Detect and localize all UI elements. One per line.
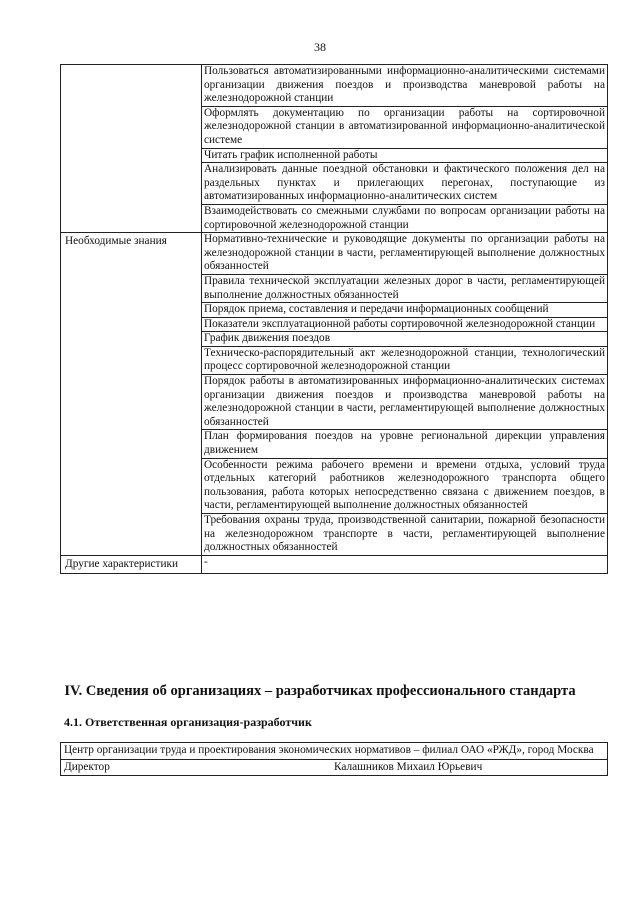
section-heading: IV. Сведения об организациях – разработчиках профессионального стандарта [64,683,576,699]
organization-table [60,742,608,776]
knowledge-item: Правила технической эксплуатации железных дорог в части, регламентирующей выполнение должностных обязанностей [202,274,608,302]
table-row [61,555,608,574]
empty-label-cell [61,65,202,233]
knowledge-item: Техническо-распорядительный акт железнодорожной станции, технологический процесс сортировочной железнодорожной станции [202,346,608,374]
skill-item: Оформлять документацию по организации работы на сортировочной железнодорожной станции в автоматизированной информационно-аналитической системе [202,106,608,148]
table-row [61,743,608,760]
page-number: 38 [314,40,326,54]
section-subheading: 4.1. Ответственная организация-разработчик [64,715,312,729]
table-row [61,759,608,776]
knowledge-item: Нормативно-технические и руководящие документы по организации работы на железнодорожной станции в части, регламентирующей выполнение должностных обязанностей [202,233,608,275]
signatory-name: Калашников Михаил Юрьевич [334,760,483,773]
knowledge-item: Показатели эксплуатационной работы сортировочной железнодорожной станции [202,317,608,332]
knowledge-item: График движения поездов [202,332,608,347]
signatory-cell [61,759,608,776]
skill-item: Взаимодействовать со смежными службами по вопросам организации работы на сортировочной железнодорожной станции [202,204,608,232]
knowledge-item: Порядок работы в автоматизированных информационно-аналитических системах организации движения поездов и производства маневровой работы на железнодорожной станции в части, регламентирующей выполнение должностных обязанностей [202,375,608,430]
other-characteristics-label: Другие характеристики [61,555,202,574]
skill-item: Пользоваться автоматизированными информационно-аналитическими системами организации движения поездов и производства маневровой работы на железнодорожной станции [202,65,608,107]
table-row [61,233,608,275]
table-row [61,65,608,107]
knowledge-label: Необходимые знания [61,233,202,556]
knowledge-item: Порядок приема, составления и передачи информационных сообщений [202,303,608,318]
organization-name: Центр организации труда и проектирования экономических нормативов – филиал ОАО «РЖД», город Москва [61,743,608,760]
knowledge-item: Особенности режима рабочего времени и времени отдыха, условий труда отдельных категорий работников железнодорожного транспорта общего пользования, работа которых непосредственно связана с движением поездов, в части, регламентирующей выполнение должностных обязанностей [202,458,608,513]
knowledge-item: План формирования поездов на уровне региональной дирекции управления движением [202,430,608,458]
other-characteristics-value: - [202,555,608,574]
knowledge-item: Требования охраны труда, производственной санитарии, пожарной безопасности на железнодорожном транспорте в части, регламентирующей выполнение должностных обязанностей [202,514,608,556]
signatory-role: Директор [64,760,110,773]
skill-item: Читать график исполненной работы [202,148,608,163]
competency-table [60,64,608,574]
skill-item: Анализировать данные поездной обстановки и фактического положения дел на раздельных пунктах и прилегающих перегонах, поступающие из автоматизированных информационно-аналитических систем [202,163,608,205]
